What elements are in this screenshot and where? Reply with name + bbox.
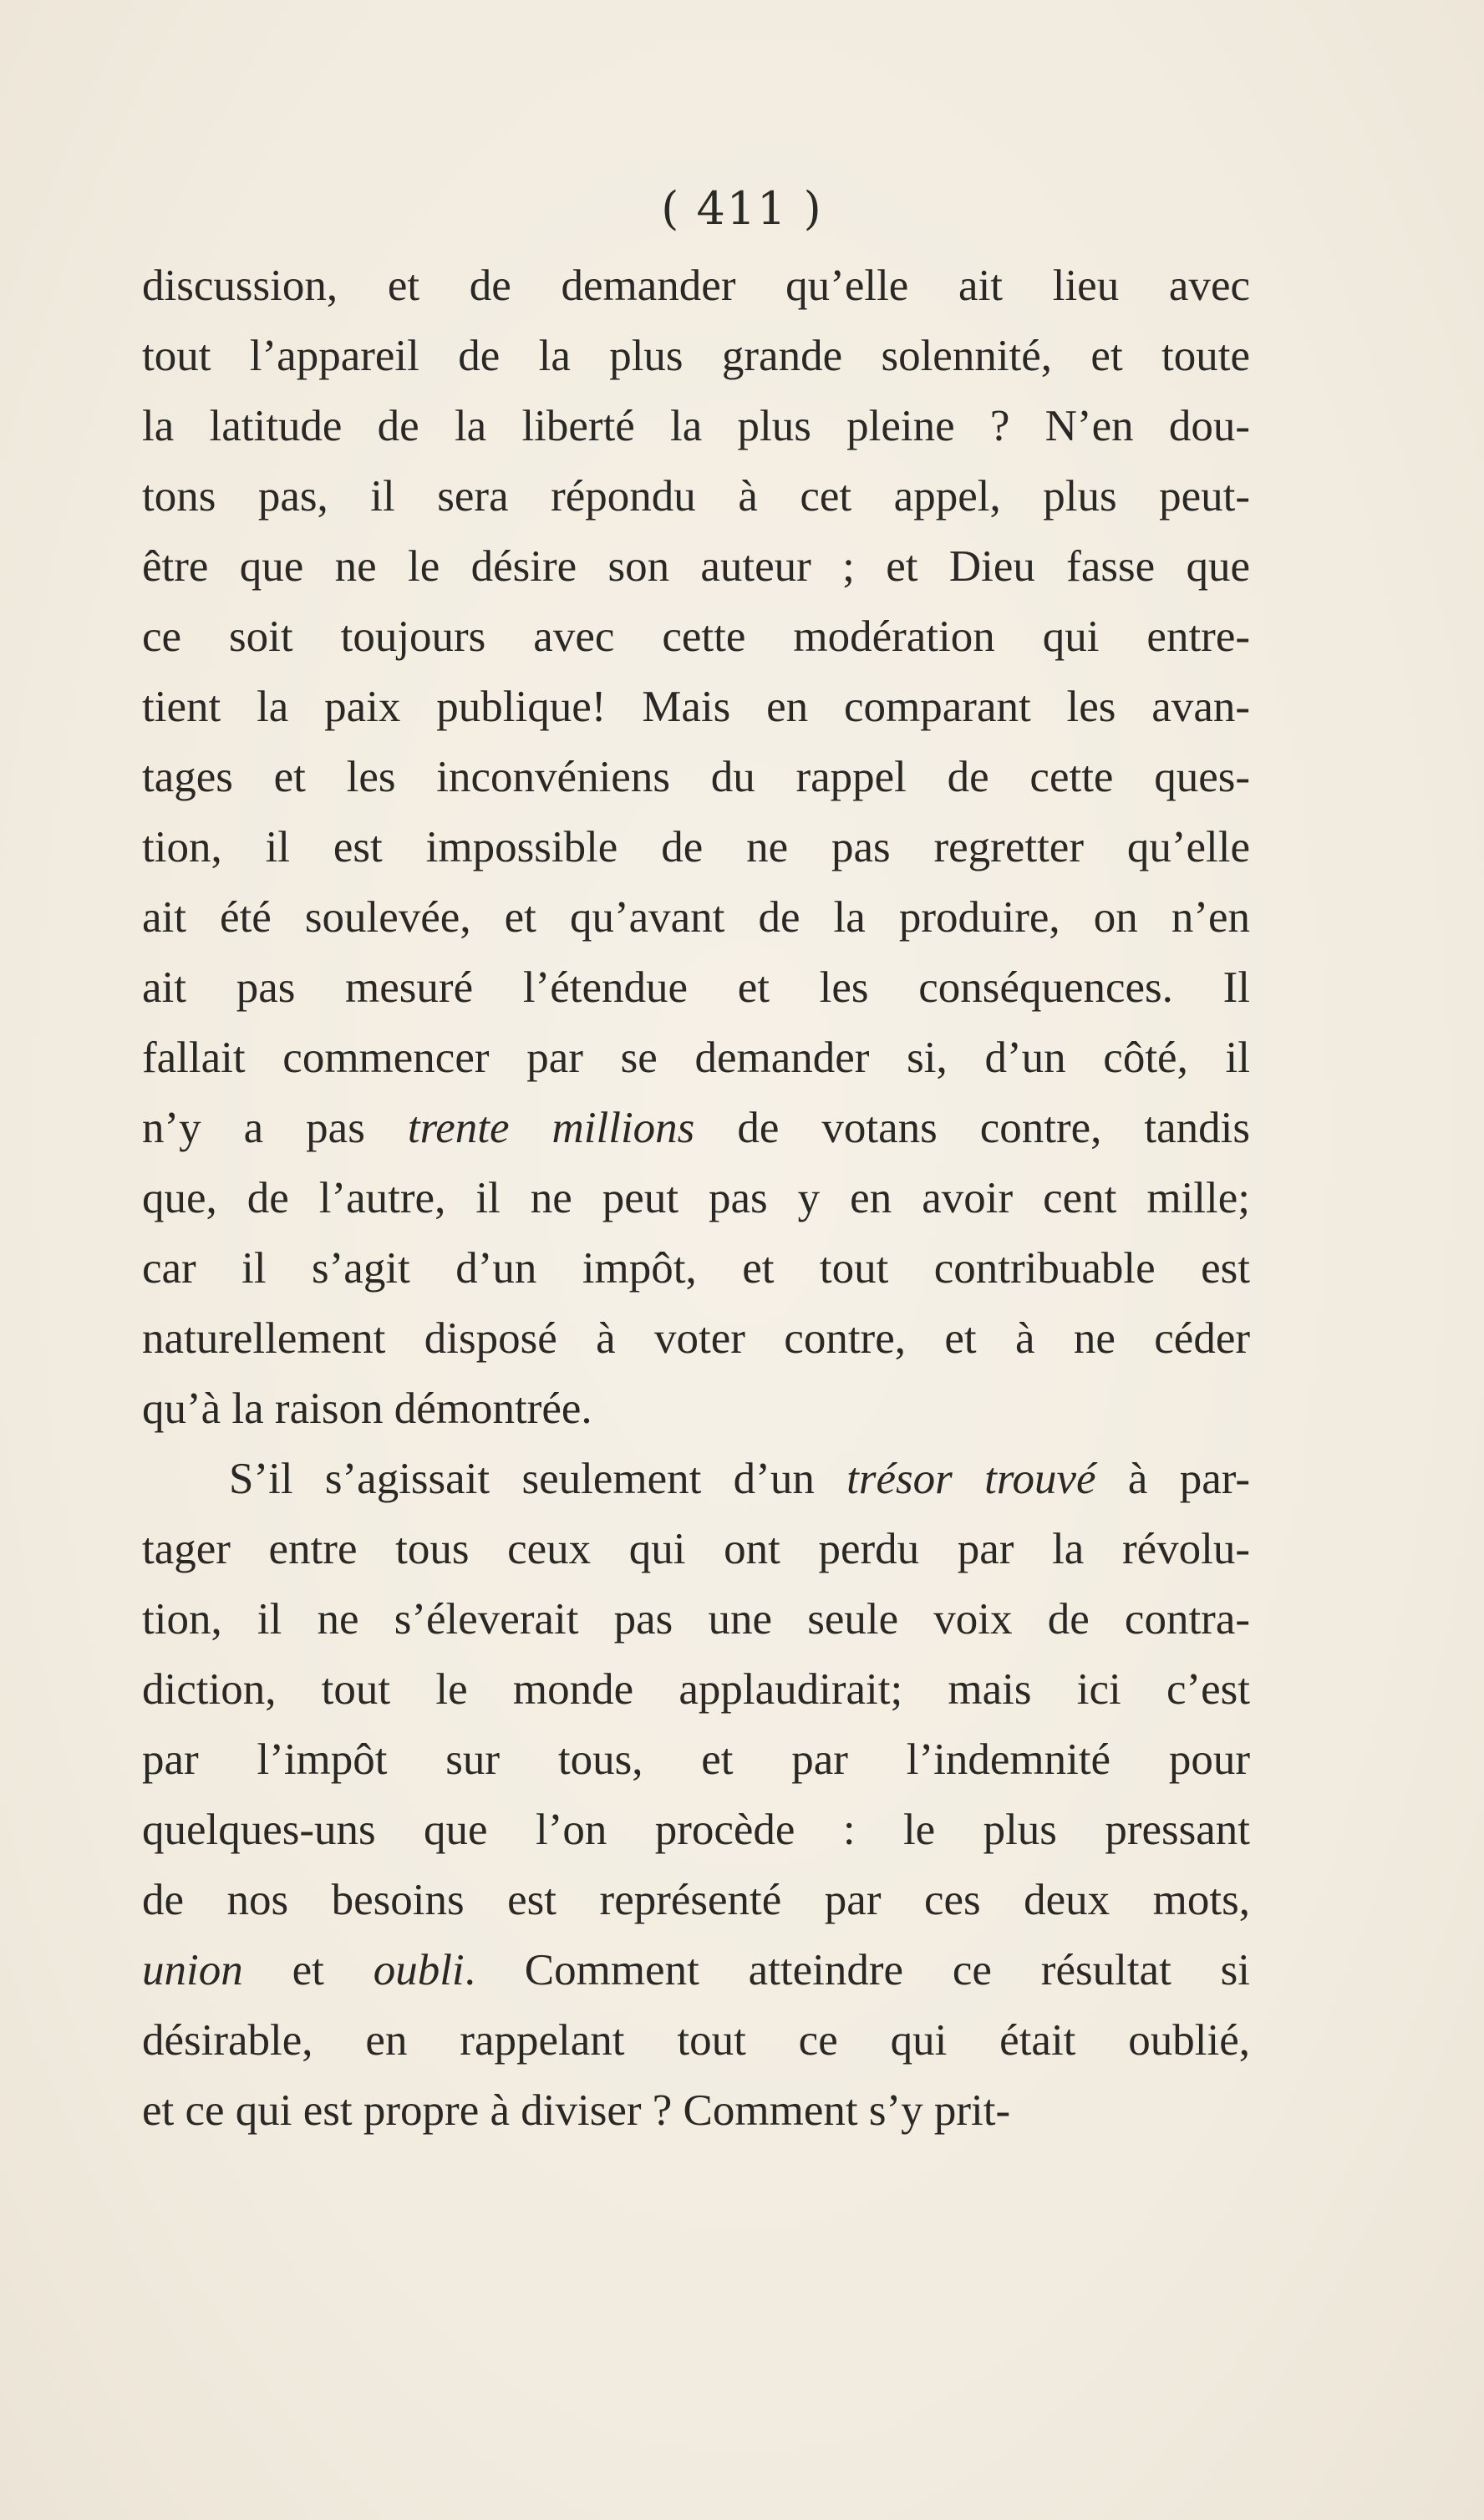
text-line [142, 1654, 1250, 1725]
text-line [142, 1584, 1250, 1654]
text-line [142, 461, 1250, 531]
text-line [142, 1093, 1250, 1163]
text-line [142, 1023, 1250, 1093]
line-text: de votans contre, tandis [694, 1104, 1250, 1152]
body-text [142, 251, 1250, 2146]
line-text: ce soit toujours avec cette modération qui entre- [142, 612, 1250, 661]
text-line [142, 251, 1250, 321]
line-text: quelques-uns que l’on procède : le plus pressant [142, 1806, 1250, 1854]
line-text: la latitude de la liberté la plus pleine ? N’en dou- [142, 402, 1250, 450]
text-line [142, 882, 1250, 953]
paragraph [142, 1444, 1250, 2146]
line-text: de nos besoins est représenté par ces deux mots, [142, 1876, 1250, 1924]
text-line [142, 672, 1250, 742]
text-line [142, 391, 1250, 461]
line-text: diction, tout le monde applaudirait; mais ici c’est [142, 1665, 1250, 1714]
line-text: tout l’appareil de la plus grande solennité, et toute [142, 332, 1250, 380]
italic-text: oubli [373, 1946, 465, 1994]
line-text: à par- [1095, 1455, 1250, 1503]
line-text: S’il s’agissait seulement d’un [229, 1455, 847, 1503]
line-text: n’y a pas [142, 1104, 408, 1152]
italic-text: trente millions [407, 1104, 695, 1152]
text-line [142, 953, 1250, 1023]
text-line [142, 2075, 1250, 2146]
line-text: tion, il ne s’éleverait pas une seule voix de contra- [142, 1595, 1250, 1644]
line-text: désirable, en rappelant tout ce qui était oublié, [142, 2016, 1250, 2065]
line-text: tager entre tous ceux qui ont perdu par la révolu- [142, 1525, 1250, 1573]
text-line [142, 1935, 1250, 2005]
line-text: naturellement disposé à voter contre, et à ne céder [142, 1314, 1250, 1363]
line-text: par l’impôt sur tous, et par l’indemnité pour [142, 1735, 1250, 1784]
text-line [142, 1444, 1250, 1514]
text-line [142, 1374, 1250, 1444]
line-text: et ce qui est propre à diviser ? Comment s’y prit- [142, 2086, 1011, 2135]
text-line [142, 2005, 1250, 2075]
text-line [142, 1865, 1250, 1935]
line-text: tons pas, il sera répondu à cet appel, plus peut- [142, 472, 1250, 521]
text-line [142, 1163, 1250, 1233]
text-line [142, 1303, 1250, 1374]
line-text: car il s’agit d’un impôt, et tout contribuable est [142, 1244, 1250, 1293]
line-text: fallait commencer par se demander si, d’un côté, il [142, 1034, 1250, 1082]
line-text: être que ne le désire son auteur ; et Dieu fasse que [142, 542, 1250, 591]
line-text: et [242, 1946, 374, 1994]
text-line [142, 531, 1250, 602]
line-text: tion, il est impossible de ne pas regretter qu’elle [142, 823, 1250, 871]
italic-text: trésor trouvé [846, 1455, 1096, 1503]
italic-text: union [142, 1946, 243, 1994]
line-text: qu’à la raison démontrée. [142, 1384, 592, 1433]
text-line [142, 602, 1250, 672]
page-number: ( 411 ) [661, 182, 823, 235]
text-line [142, 1233, 1250, 1303]
paragraph [142, 251, 1250, 1444]
line-text: . Comment atteindre ce résultat si [464, 1946, 1251, 1994]
line-text: ait pas mesuré l’étendue et les conséquences. Il [142, 963, 1250, 1012]
text-line [142, 1795, 1250, 1865]
text-line [142, 1514, 1250, 1584]
line-text: que, de l’autre, il ne peut pas y en avoir cent mille; [142, 1174, 1250, 1222]
text-line [142, 812, 1250, 882]
text-line [142, 742, 1250, 812]
line-text: ait été soulevée, et qu’avant de la produire, on n’en [142, 893, 1250, 942]
line-text: tient la paix publique! Mais en comparant les avan- [142, 683, 1250, 731]
text-line [142, 321, 1250, 391]
text-line [142, 1725, 1250, 1795]
line-text: tages et les inconvéniens du rappel de cette ques- [142, 753, 1250, 801]
line-text: discussion, et de demander qu’elle ait lieu avec [142, 262, 1250, 310]
